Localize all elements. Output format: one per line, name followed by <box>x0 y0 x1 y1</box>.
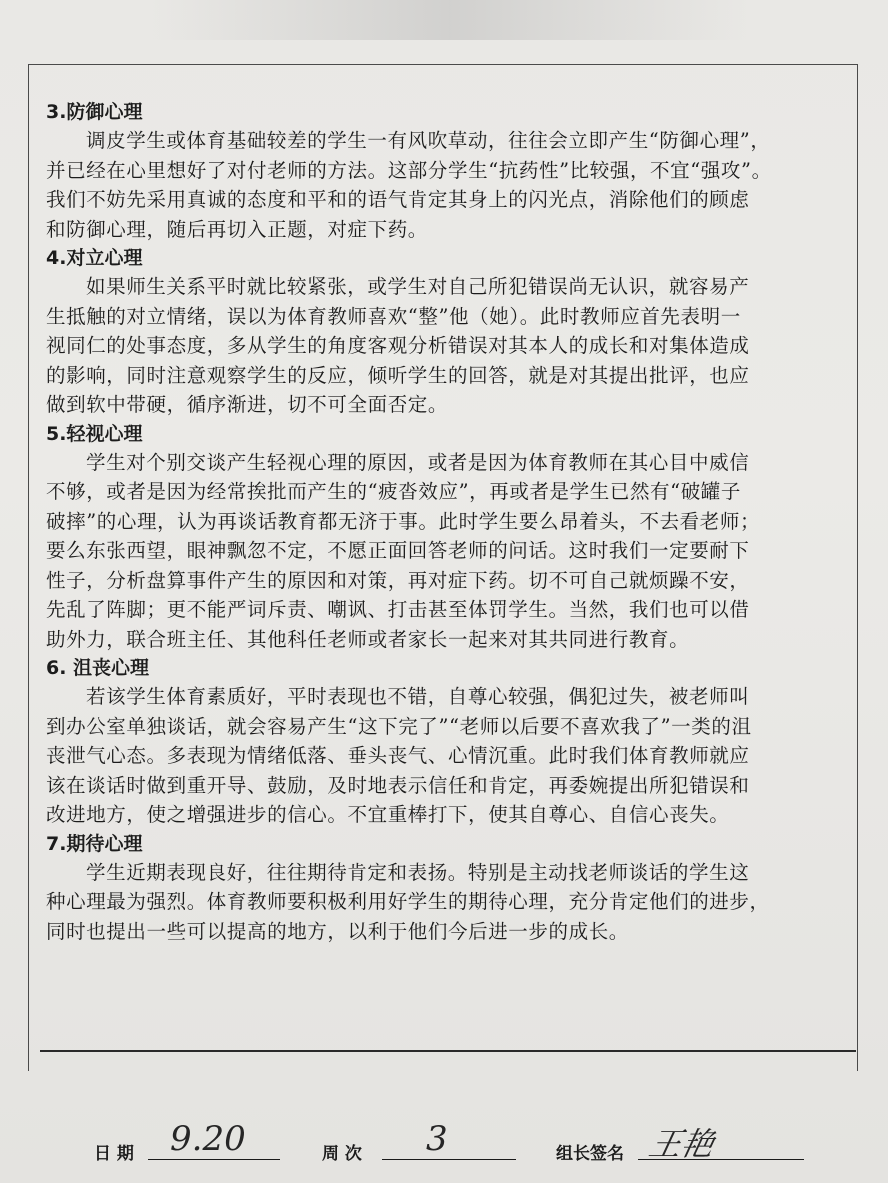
paragraph-line: 的影响，同时注意观察学生的反应，倾听学生的回答，就是对其提出批评，也应 <box>46 363 750 387</box>
paragraph-line: 该在谈话时做到重开导、鼓励，及时地表示信任和肯定，再委婉提出所犯错误和 <box>46 773 750 797</box>
document-body <box>46 98 856 946</box>
signature-label: 组长签名 <box>556 1144 624 1164</box>
paragraph-line: 性子，分析盘算事件产生的原因和对策，再对症下药。切不可自己就烦躁不安， <box>46 568 750 592</box>
week-value: 3 <box>426 1119 448 1159</box>
section-heading: 7.期待心理 <box>46 832 143 855</box>
date-value: 9.20 <box>170 1119 246 1159</box>
paragraph-line: 种心理最为强烈。体育教师要积极利用好学生的期待心理，充分肯定他们的进步， <box>46 890 770 913</box>
signature-value: 王艳 <box>645 1125 718 1163</box>
section-expectation <box>46 830 856 947</box>
paragraph-line: 同时也提出一些可以提高的地方，以利于他们今后进一步的成长。 <box>46 919 629 943</box>
week-underline <box>382 1159 516 1160</box>
paragraph-line: 我们不妨先采用真诚的态度和平和的语气肯定其身上的闪光点，消除他们的顾虑 <box>46 188 750 211</box>
paragraph-line: 学生近期表现良好，往往期待肯定和表扬。特别是主动找老师谈话的学生这 <box>86 860 750 884</box>
paragraph-line: 如果师生关系平时就比较紧张，或学生对自己所犯错误尚无认识，就容易产 <box>86 275 750 298</box>
paragraph-line: 不够，或者是因为经常挨批而产生的“疲沓效应”，再或者是学生已然有“破罐子 <box>46 480 742 503</box>
week-label: 周 次 <box>322 1144 362 1164</box>
section-frustration <box>46 654 856 830</box>
show-through-header <box>150 0 750 40</box>
frame-bottom-rule <box>40 1050 856 1052</box>
section-heading: 4.对立心理 <box>46 247 143 269</box>
paragraph-line: 并已经在心里想好了对付老师的方法。这部分学生“抗药性”比较强，不宜“强攻”。 <box>46 158 772 182</box>
paragraph-line: 要么东张西望，眼神飘忽不定，不愿正面回答老师的问话。这时我们一定要耐下 <box>46 539 750 562</box>
section-heading: 6. 沮丧心理 <box>46 657 150 679</box>
paragraph-line: 破摔”的心理，认为再谈话教育都无济于事。此时学生要么昂着头，不去看老师； <box>46 509 761 533</box>
section-defensive <box>46 98 856 244</box>
paragraph-line: 助外力，联合班主任、其他科任老师或者家长一起来对其共同进行教育。 <box>46 627 690 651</box>
date-underline <box>148 1159 280 1160</box>
paragraph-line: 到办公室单独谈话，就会容易产生“这下完了”“老师以后要不喜欢我了”一类的沮 <box>46 714 752 738</box>
paragraph-line: 改进地方，使之增强进步的信心。不宜重棒打下，使其自尊心、自信心丧失。 <box>46 803 730 826</box>
paragraph-line: 学生对个别交谈产生轻视心理的原因，或者是因为体育教师在其心目中威信 <box>86 450 750 474</box>
section-heading: 3.防御心理 <box>46 101 143 123</box>
section-heading: 5.轻视心理 <box>46 422 143 445</box>
date-label: 日 期 <box>94 1144 134 1164</box>
paragraph-line: 丧泄气心态。多表现为情绪低落、垂头丧气、心情沉重。此时我们体育教师就应 <box>46 744 750 767</box>
paragraph-line: 调皮学生或体育基础较差的学生一有风吹草动，往往会立即产生“防御心理”， <box>86 129 771 152</box>
paragraph-line: 做到软中带硬，循序渐进，切不可全面否定。 <box>46 393 449 416</box>
paragraph-line: 生抵触的对立情绪，误以为体育教师喜欢“整”他（她）。此时教师应首先表明一 <box>46 304 741 328</box>
paragraph-line: 若该学生体育素质好，平时表现也不错，自尊心较强，偶犯过失，被老师叫 <box>86 685 750 708</box>
paragraph-line: 视同仁的处事态度，多从学生的角度客观分析错误对其本人的成长和对集体造成 <box>46 334 750 357</box>
paragraph-line: 先乱了阵脚；更不能严词斥责、嘲讽、打击甚至体罚学生。当然，我们也可以借 <box>46 598 750 621</box>
form-footer <box>0 1119 888 1175</box>
section-opposition <box>46 244 856 420</box>
paragraph-line: 和防御心理，随后再切入正题，对症下药。 <box>46 217 428 241</box>
section-contempt <box>46 420 856 655</box>
